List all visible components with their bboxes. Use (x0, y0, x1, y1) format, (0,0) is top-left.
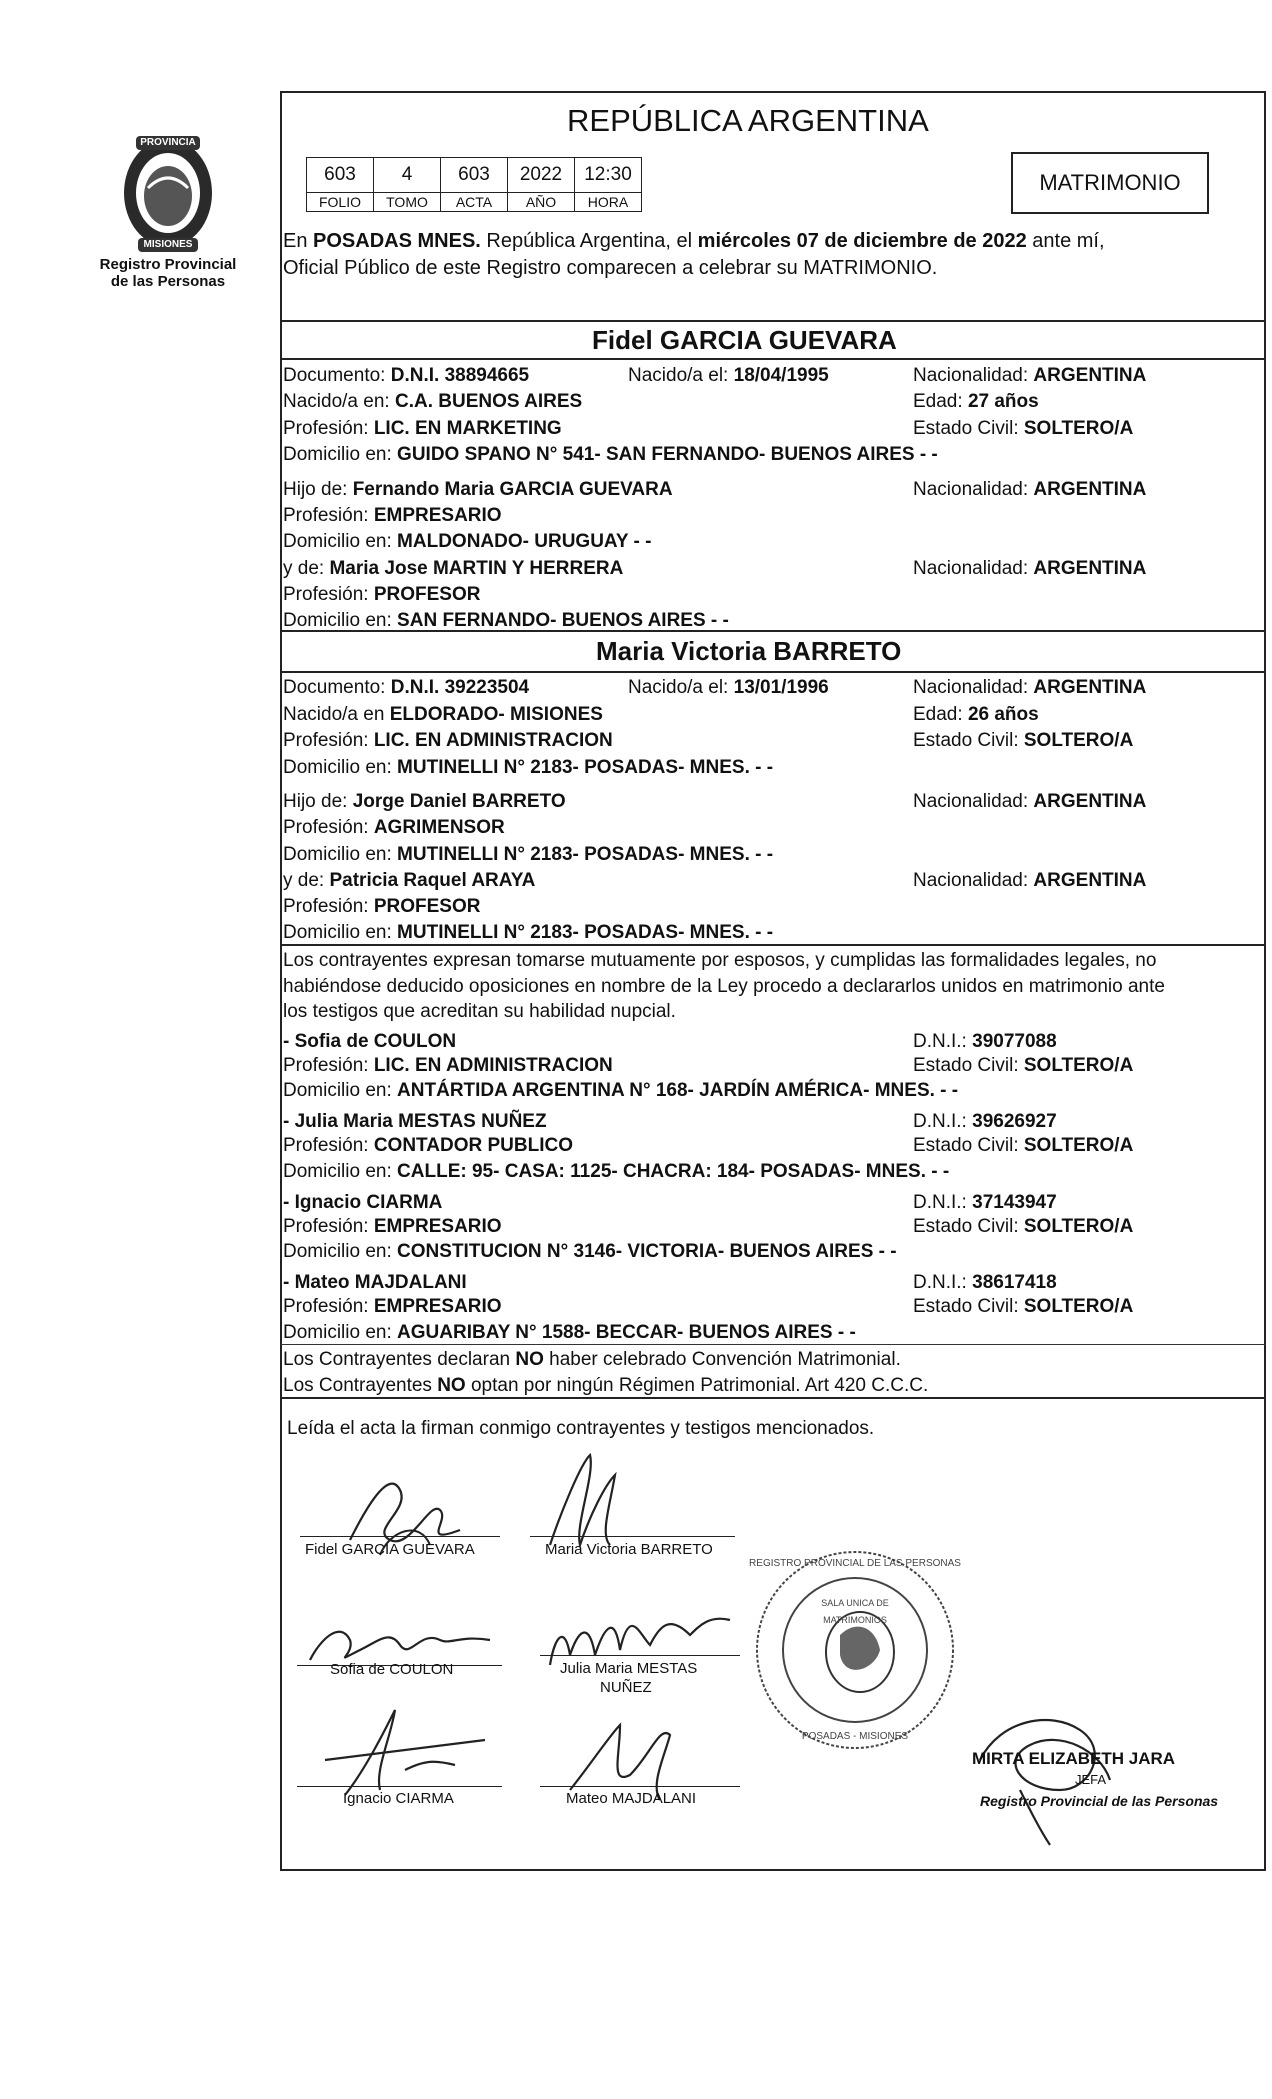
year-label: AÑO (508, 193, 575, 212)
witness-profession (283, 1296, 502, 1318)
registry-logo (108, 118, 228, 258)
witness-civil (913, 1055, 1133, 1077)
divider (280, 671, 1266, 673)
intro-text: República Argentina, el (480, 230, 698, 252)
value: SOLTERO/A (1023, 418, 1134, 439)
witness2-signature-label-line2: NUÑEZ (600, 1679, 652, 1696)
intro-text: En (283, 230, 314, 252)
spouse1-profession (283, 418, 562, 440)
seal-outer-text: REGISTRO PROVINCIAL DE LAS PERSONAS (749, 1558, 961, 1569)
clause-convention (283, 1349, 901, 1371)
spouse2-signature-label: Maria Victoria BARRETO (545, 1541, 713, 1558)
label: Domicilio en: (283, 531, 398, 552)
logo-caption (88, 256, 248, 290)
text: Los Contrayentes (283, 1375, 438, 1396)
label: D.N.I.: (913, 1272, 973, 1293)
label: Domicilio en: (283, 444, 398, 465)
logo-caption-line2: de las Personas (110, 273, 226, 290)
spouse2-father-address (283, 844, 773, 866)
official-office: Registro Provincial de las Personas (980, 1793, 1219, 1809)
spouse2-nationality (913, 677, 1146, 699)
value: SOLTERO/A (1023, 1296, 1134, 1317)
value: SAN FERNANDO- BUENOS AIRES - - (397, 610, 729, 631)
label: Profesión: (283, 896, 374, 917)
intro-text: ante mí, (1026, 230, 1105, 252)
witness-dni (913, 1272, 1057, 1294)
spouse2-civil (913, 730, 1133, 752)
value: AGRIMENSOR (373, 817, 505, 838)
signature-line (540, 1786, 740, 1787)
label: Nacido/a el: (628, 677, 734, 698)
label: Edad: (913, 391, 968, 412)
value: MUTINELLI N° 2183- POSADAS- MNES. - - (397, 757, 774, 778)
spouse1-father (283, 479, 673, 501)
label: Profesión: (283, 1296, 374, 1317)
spouse1-mother-profession (283, 584, 480, 606)
acta-value: 603 (441, 158, 508, 193)
label: Profesión: (283, 817, 374, 838)
label: Profesión: (283, 1135, 374, 1156)
label: Domicilio en: (283, 922, 398, 943)
tomo-value: 4 (374, 158, 441, 193)
label: Estado Civil: (913, 1296, 1024, 1317)
value: MALDONADO- URUGUAY - - (397, 531, 652, 552)
value: 38617418 (972, 1272, 1057, 1293)
value: ARGENTINA (1033, 479, 1147, 500)
signature-line (540, 1655, 740, 1656)
value: SOLTERO/A (1023, 730, 1134, 751)
witness-name: - Ignacio CIARMA (283, 1192, 443, 1213)
value: PROFESOR (373, 584, 481, 605)
signature-line (300, 1536, 500, 1537)
value: MUTINELLI N° 2183- POSADAS- MNES. - - (397, 844, 774, 865)
value: CONTADOR PUBLICO (373, 1135, 573, 1156)
hour-value: 12:30 (575, 158, 642, 193)
label: Nacionalidad: (913, 558, 1034, 579)
spouse1-signature-label: Fidel GARCIA GUEVARA (305, 1541, 475, 1558)
witness-dni (913, 1031, 1057, 1053)
witness-civil (913, 1135, 1133, 1157)
value: D.N.I. 38894665 (390, 365, 530, 386)
value: 39077088 (972, 1031, 1057, 1052)
witness-profession (283, 1135, 573, 1157)
spouse1-father-nationality (913, 479, 1146, 501)
label: Nacido/a el: (628, 365, 734, 386)
label: D.N.I.: (913, 1111, 973, 1132)
value: ANTÁRTIDA ARGENTINA N° 168- JARDÍN AMÉRICA- MNES. - - (397, 1080, 959, 1101)
value: GUIDO SPANO N° 541- SAN FERNANDO- BUENOS AIRES - - (397, 444, 938, 465)
label: Documento: (283, 677, 391, 698)
logo-caption-line1: Registro Provincial (99, 256, 237, 273)
label: Estado Civil: (913, 1055, 1024, 1076)
divider (280, 1344, 1266, 1345)
label: Estado Civil: (913, 730, 1024, 751)
spouse2-age (913, 704, 1039, 726)
label: Domicilio en: (283, 1080, 398, 1101)
spouse1-age (913, 391, 1039, 413)
divider (280, 358, 1266, 360)
divider (280, 944, 1266, 946)
label: Estado Civil: (913, 418, 1024, 439)
value: Jorge Daniel BARRETO (352, 791, 566, 812)
text: optan por ningún Régimen Patrimonial. Art 420 C.C.C. (465, 1375, 929, 1396)
label: Domicilio en: (283, 1322, 398, 1343)
value: C.A. BUENOS AIRES (394, 391, 583, 412)
label: Profesión: (283, 418, 374, 439)
witness3-signature-label: Ignacio CIARMA (343, 1790, 454, 1807)
value: 26 años (967, 704, 1039, 725)
spouse2-mother (283, 870, 535, 892)
label: Profesión: (283, 1216, 374, 1237)
value: 13/01/1996 (733, 677, 829, 698)
spouse2-father-nationality (913, 791, 1146, 813)
label: Hijo de: (283, 479, 353, 500)
intro-line1 (283, 230, 1105, 252)
value: ELDORADO- MISIONES (389, 704, 603, 725)
value: SOLTERO/A (1023, 1055, 1134, 1076)
witness1-signature-label: Sofia de COULON (330, 1661, 454, 1678)
value: LIC. EN ADMINISTRACION (373, 1055, 613, 1076)
official-seal (745, 1540, 965, 1760)
label: Nacionalidad: (913, 479, 1034, 500)
witness-address (283, 1080, 958, 1102)
witness4-signature-label: Mateo MAJDALANI (566, 1790, 697, 1807)
label: Nacionalidad: (913, 677, 1034, 698)
spouse1-name: Fidel GARCIA GUEVARA (592, 325, 897, 355)
label: Hijo de: (283, 791, 353, 812)
label: Domicilio en: (283, 1161, 398, 1182)
label: Nacido/a en (283, 704, 390, 725)
spouse1-mother-address (283, 610, 729, 632)
text: NO (437, 1375, 466, 1396)
witness2-signature-label-line1: Julia Maria MESTAS (560, 1660, 698, 1677)
value: CALLE: 95- CASA: 1125- CHACRA: 184- POSADAS- MNES. - - (397, 1161, 950, 1182)
divider (280, 1397, 1266, 1399)
value: EMPRESARIO (373, 1296, 502, 1317)
folio-value: 603 (307, 158, 374, 193)
hour-label: HORA (575, 193, 642, 212)
logo-ring-text-top: PROVINCIA (140, 137, 196, 148)
acta-label: ACTA (441, 193, 508, 212)
value: 37143947 (972, 1192, 1057, 1213)
tomo-label: TOMO (374, 193, 441, 212)
label: Edad: (913, 704, 968, 725)
value: 18/04/1995 (733, 365, 829, 386)
value: CONSTITUCION N° 3146- VICTORIA- BUENOS AIRES - - (397, 1241, 897, 1262)
witness-name: - Sofia de COULON (283, 1031, 457, 1052)
official-title: JEFA (1075, 1772, 1107, 1787)
official-name: MIRTA ELIZABETH JARA (972, 1749, 1176, 1768)
witness-civil (913, 1216, 1133, 1238)
label: D.N.I.: (913, 1192, 973, 1213)
label: D.N.I.: (913, 1031, 973, 1052)
value: 39626927 (972, 1111, 1057, 1132)
witness-dni (913, 1192, 1057, 1214)
value: ARGENTINA (1033, 870, 1147, 891)
logo-ring-text-bottom: MISIONES (143, 239, 193, 250)
value: PROFESOR (373, 896, 481, 917)
declaration-line3: los testigos que acreditan su habilidad nupcial. (283, 1001, 676, 1022)
intro-line2: Oficial Público de este Registro comparecen a celebrar su MATRIMONIO. (283, 257, 938, 279)
signatures-intro: Leída el acta la firman conmigo contrayentes y testigos mencionados. (287, 1418, 875, 1439)
spouse1-born (628, 365, 829, 387)
value: LIC. EN MARKETING (373, 418, 562, 439)
spouse1-mother (283, 558, 623, 580)
witness-profession (283, 1216, 502, 1238)
witness-name: - Julia Maria MESTAS NUÑEZ (283, 1111, 547, 1132)
witness-civil (913, 1296, 1133, 1318)
divider (280, 320, 1266, 322)
label: Domicilio en: (283, 1241, 398, 1262)
label: y de: (283, 558, 330, 579)
year-value: 2022 (508, 158, 575, 193)
seal-bottom-text: POSADAS - MISIONES (801, 1731, 909, 1742)
value: ARGENTINA (1033, 558, 1147, 579)
text: Los Contrayentes declaran (283, 1349, 516, 1370)
folio-label: FOLIO (307, 193, 374, 212)
spouse1-father-address (283, 531, 651, 553)
text: NO (515, 1349, 544, 1370)
value: 27 años (967, 391, 1039, 412)
spouse2-mother-nationality (913, 870, 1146, 892)
spouse2-mother-profession (283, 896, 480, 918)
label: Nacido/a en: (283, 391, 395, 412)
value: SOLTERO/A (1023, 1216, 1134, 1237)
spouse1-doc (283, 365, 529, 387)
label: Estado Civil: (913, 1135, 1024, 1156)
declaration-line2: habiéndose deducido oposiciones en nombre de la Ley procedo a declararlos unidos en matrimonio ante (283, 976, 1165, 997)
label: Domicilio en: (283, 757, 398, 778)
declaration-line1: Los contrayentes expresan tomarse mutuamente por esposos, y cumplidas las formalidades legales, no (283, 950, 1157, 971)
value: LIC. EN ADMINISTRACION (373, 730, 613, 751)
value: EMPRESARIO (373, 1216, 502, 1237)
text: haber celebrado Convención Matrimonial. (543, 1349, 901, 1370)
value: Patricia Raquel ARAYA (329, 870, 536, 891)
spouse2-mother-address (283, 922, 773, 944)
spouse2-address (283, 757, 773, 779)
witness-name: - Mateo MAJDALANI (283, 1272, 467, 1293)
label: Domicilio en: (283, 610, 398, 631)
value: EMPRESARIO (373, 505, 502, 526)
value: MUTINELLI N° 2183- POSADAS- MNES. - - (397, 922, 774, 943)
signature-line (530, 1536, 735, 1537)
witness-address (283, 1322, 856, 1344)
spouse1-father-profession (283, 505, 502, 527)
signature-witness3 (305, 1700, 505, 1800)
intro-date: miércoles 07 de diciembre de 2022 (697, 230, 1027, 252)
value: AGUARIBAY N° 1588- BECCAR- BUENOS AIRES - - (397, 1322, 856, 1343)
intro-city: POSADAS MNES. (313, 230, 481, 252)
value: Fernando Maria GARCIA GUEVARA (352, 479, 673, 500)
spouse2-doc (283, 677, 529, 699)
spouse1-birthplace (283, 391, 582, 413)
label: Nacionalidad: (913, 791, 1034, 812)
spouse2-name: Maria Victoria BARRETO (596, 636, 902, 666)
act-type-box: MATRIMONIO (1011, 152, 1209, 214)
label: Documento: (283, 365, 391, 386)
label: Profesión: (283, 1055, 374, 1076)
clause-regime (283, 1375, 928, 1397)
label: Nacionalidad: (913, 365, 1034, 386)
label: Estado Civil: (913, 1216, 1024, 1237)
label: Domicilio en: (283, 844, 398, 865)
label: Nacionalidad: (913, 870, 1034, 891)
spouse1-nationality (913, 365, 1146, 387)
spouse2-profession (283, 730, 613, 752)
witness-address (283, 1161, 949, 1183)
label: Profesión: (283, 730, 374, 751)
witness-address (283, 1241, 897, 1263)
seal-inner-text: SALA UNICA DE MATRIMONIOS (821, 1598, 889, 1625)
label: Profesión: (283, 505, 374, 526)
country-title: REPÚBLICA ARGENTINA (567, 103, 929, 138)
label: Profesión: (283, 584, 374, 605)
spouse2-father-profession (283, 817, 505, 839)
value: ARGENTINA (1033, 365, 1147, 386)
signature-line (297, 1786, 502, 1787)
witness-dni (913, 1111, 1057, 1133)
spouse1-civil (913, 418, 1133, 440)
spouse1-address (283, 444, 938, 466)
value: ARGENTINA (1033, 791, 1147, 812)
registry-table (306, 157, 642, 212)
spouse1-mother-nationality (913, 558, 1146, 580)
spouse2-birthplace (283, 704, 603, 726)
spouse2-born (628, 677, 829, 699)
label: y de: (283, 870, 330, 891)
value: D.N.I. 39223504 (390, 677, 530, 698)
spouse2-father (283, 791, 566, 813)
value: ARGENTINA (1033, 677, 1147, 698)
value: Maria Jose MARTIN Y HERRERA (329, 558, 624, 579)
witness-profession (283, 1055, 613, 1077)
value: SOLTERO/A (1023, 1135, 1134, 1156)
